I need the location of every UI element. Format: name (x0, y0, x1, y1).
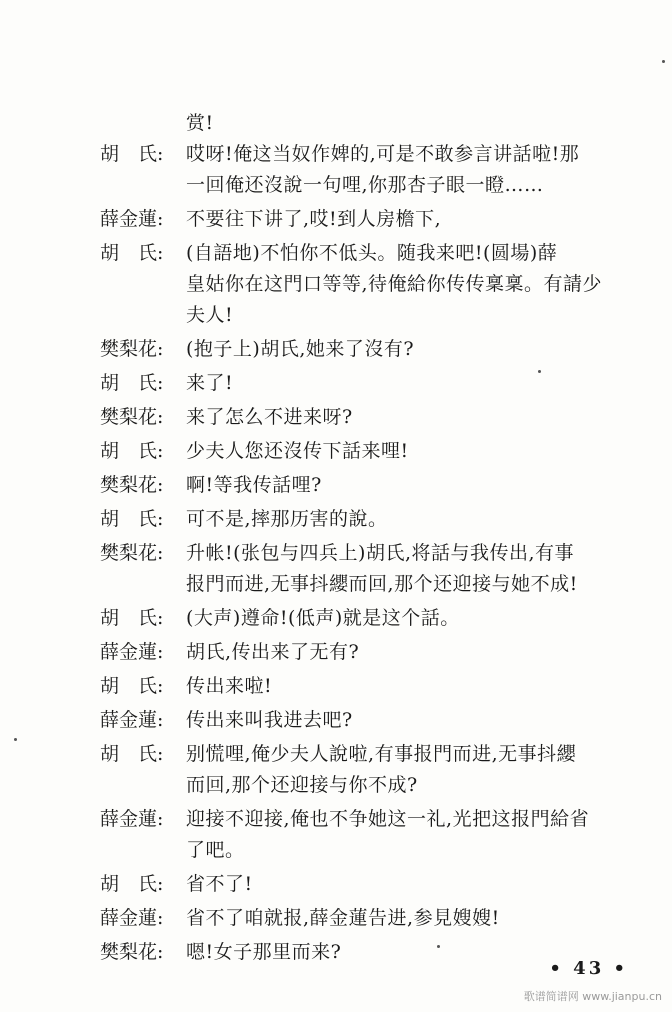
dialogue-line: 嗯!女子那里而来? (186, 941, 342, 963)
dialogue-lines (186, 368, 660, 399)
dialogue-line: 升帐!(张包与四兵上)胡氏,将話与我传出,有事 (186, 542, 575, 564)
speaker-name: 薛金蓮: (100, 709, 164, 731)
dialogue-line: 不要往下讲了,哎!到人房檐下, (186, 208, 442, 230)
dialogue-entry (100, 436, 660, 467)
watermark: 歌谱简谱网 www.jianpu.cn (523, 990, 662, 1003)
dialogue-lines (186, 637, 660, 668)
speaker-name: 樊梨花: (100, 474, 164, 496)
dialogue-line: 啊!等我传話哩? (186, 474, 322, 496)
dialogue-line: 别慌哩,俺少夫人說啦,有事报門而进,无事抖纓 (186, 743, 577, 765)
speaker-name: 胡 氏: (100, 143, 164, 165)
scan-speck (14, 738, 17, 741)
dialogue-lines (186, 538, 660, 600)
speaker-name: 胡 氏: (100, 607, 164, 629)
dialogue-lines (186, 903, 660, 934)
script-text (100, 108, 660, 971)
continuation-line: 赏! (186, 112, 214, 134)
dialogue-entry (100, 869, 660, 900)
dialogue-entry (100, 204, 660, 235)
speaker-name: 胡 氏: (100, 675, 164, 697)
speaker-name: 薛金蓮: (100, 808, 164, 830)
dialogue-entry (100, 538, 660, 600)
speaker-name: 薛金蓮: (100, 907, 164, 929)
dialogue-lines (186, 603, 660, 634)
dialogue-entry (100, 637, 660, 668)
speaker-name: 薛金蓮: (100, 641, 164, 663)
dialogue-line: 来了! (186, 372, 234, 394)
dialogue-lines (186, 402, 660, 433)
dialogue-lines (186, 334, 660, 365)
dialogue-lines (186, 671, 660, 702)
dialogue-lines (186, 238, 660, 331)
dialogue-lines (186, 204, 660, 235)
dialogue-entry (100, 139, 660, 201)
dialogue-entry (100, 903, 660, 934)
dialogue-line: 了吧。 (186, 839, 245, 861)
dialogue-entry (100, 705, 660, 736)
dialogue-line: 迎接不迎接,俺也不争她这一礼,光把这报門給省 (186, 808, 590, 830)
speaker-name: 胡 氏: (100, 743, 164, 765)
dialogue-line: 省不了! (186, 873, 253, 895)
speaker-name: 胡 氏: (100, 372, 164, 394)
dialogue-entry (100, 238, 660, 331)
dialogue-line: 胡氏,传出来了无有? (186, 641, 360, 663)
dialogue-line: 夫人! (186, 304, 234, 326)
speaker-name: 樊梨花: (100, 406, 164, 428)
scan-speck (538, 370, 541, 373)
dialogue-lines (186, 470, 660, 501)
dialogue-lines (186, 804, 660, 866)
speaker-name: 薛金蓮: (100, 208, 164, 230)
dialogue-entry (100, 603, 660, 634)
speaker-name: 樊梨花: (100, 338, 164, 360)
scan-speck (662, 60, 665, 63)
dialogue-entry (100, 402, 660, 433)
dialogue-entry (100, 334, 660, 365)
dialogue-lines (186, 436, 660, 467)
dialogue-entry (100, 470, 660, 501)
dialogue-lines (186, 739, 660, 801)
speaker-name: 胡 氏: (100, 242, 164, 264)
dialogue-line: (抱子上)胡氏,她来了沒有? (186, 338, 415, 360)
dialogue-entry (100, 739, 660, 801)
scan-speck (437, 945, 440, 948)
dialogue-line: 传出来叫我进去吧? (186, 709, 353, 731)
dialogue-line: 皇姑你在这門口等等,待俺給你传传稟稟。有請少 (186, 273, 603, 295)
dialogue-line: (大声)遵命!(低声)就是这个話。 (186, 607, 460, 629)
dialogue-list (100, 139, 660, 968)
dialogue-line: 哎呀!俺这当奴作婢的,可是不敢参言讲話啦!那 (186, 143, 580, 165)
speaker-name: 胡 氏: (100, 873, 164, 895)
dialogue-line: 而回,那个还迎接与你不成? (186, 774, 418, 796)
dialogue-entry (100, 504, 660, 535)
dialogue-lines (186, 869, 660, 900)
dialogue-line: 传出来啦! (186, 675, 273, 697)
dialogue-lines (186, 705, 660, 736)
speaker-name: 胡 氏: (100, 440, 164, 462)
page-number: • 43 • (549, 958, 628, 979)
dialogue-line: 来了怎么不进来呀? (186, 406, 353, 428)
dialogue-line: (自語地)不怕你不低头。随我来吧!(圆場)薛 (186, 242, 558, 264)
dialogue-lines (186, 139, 660, 201)
dialogue-line: 可不是,摔那历害的說。 (186, 508, 388, 530)
speaker-name: 胡 氏: (100, 508, 164, 530)
dialogue-line: 报門而进,无事抖纓而回,那个还迎接与她不成! (186, 573, 578, 595)
dialogue-entry (100, 804, 660, 866)
dialogue-line: 省不了咱就报,薛金蓮告进,参見嫂嫂! (186, 907, 500, 929)
dialogue-entry (100, 368, 660, 399)
speaker-name: 樊梨花: (100, 542, 164, 564)
dialogue-line: 一回俺还沒說一句哩,你那杏子眼一瞪…… (186, 174, 544, 196)
dialogue-entry (100, 671, 660, 702)
dialogue-lines (186, 504, 660, 535)
dialogue-line: 少夫人您还沒传下話来哩! (186, 440, 409, 462)
speaker-name: 樊梨花: (100, 941, 164, 963)
